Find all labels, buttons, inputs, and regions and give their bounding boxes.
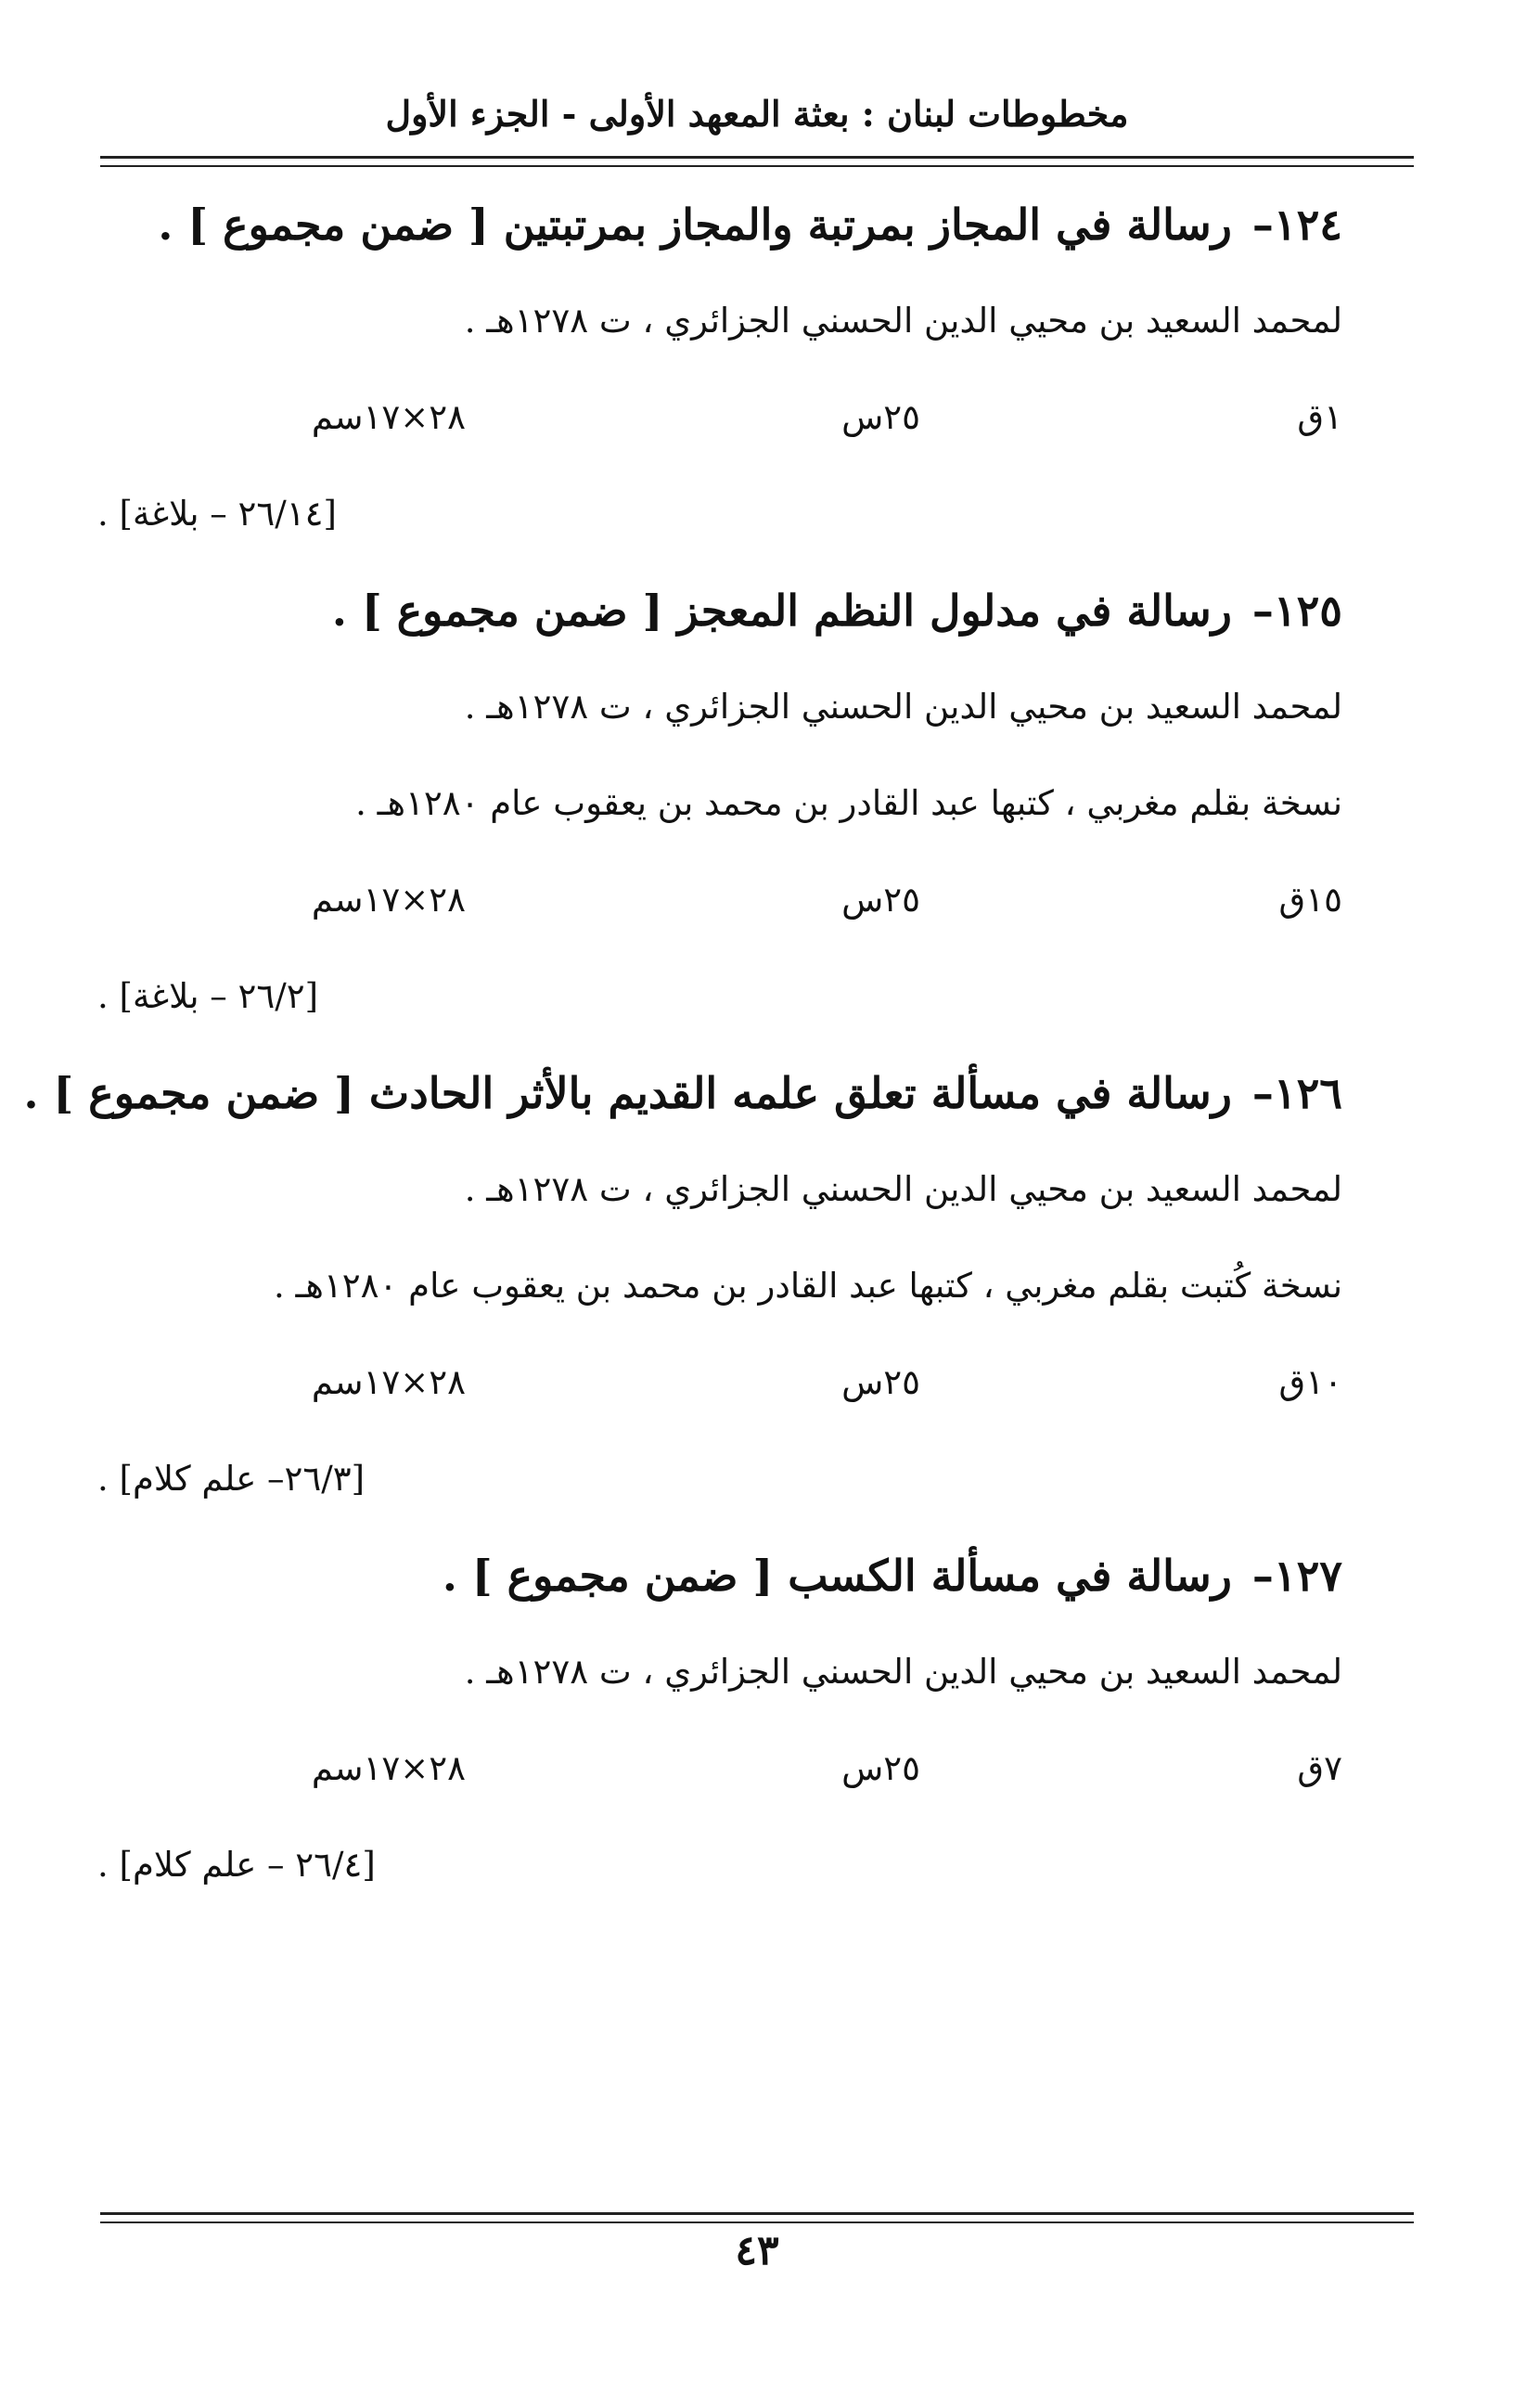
catalog-entry (97, 1527, 1342, 1913)
entry-number: ١٢٦– (1251, 1068, 1342, 1118)
catalog-entry (97, 176, 1342, 562)
entry-title-text: رسالة في مسألة تعلق علمه القديم بالأثر الحادث [ ضمن مجموع ] . (23, 1068, 1232, 1118)
line-count: ٢٥س (841, 1748, 920, 1788)
entry-title-text: رسالة في المجاز بمرتبة والمجاز بمرتبتين [ ضمن مجموع ] . (158, 200, 1232, 250)
line-count: ٢٥س (841, 397, 920, 437)
entry-number: ١٢٥– (1251, 586, 1342, 636)
entry-title (148, 562, 1342, 659)
page-size: ٢٨×١٧سم (311, 880, 466, 920)
page-size: ٢٨×١٧سم (311, 397, 466, 437)
shelfmark: [٢٦/١٤ – بلاغة] . (97, 494, 337, 534)
entry-title (148, 176, 1342, 273)
catalog-entry (23, 1045, 1342, 1527)
leaf-count: ١ق (1297, 397, 1342, 437)
page-size: ٢٨×١٧سم (311, 1748, 466, 1788)
page-number: ٤٣ (735, 2227, 779, 2274)
page-size: ٢٨×١٧سم (311, 1362, 466, 1402)
header-rule (100, 156, 1414, 167)
entry-measurements (148, 369, 1342, 466)
leaf-count: ٧ق (1297, 1748, 1342, 1788)
entry-title-text: رسالة في مسألة الكسب [ ضمن مجموع ] . (442, 1551, 1232, 1601)
entry-title (148, 1527, 1342, 1624)
running-header: مخطوطات لبنان : بعثة المعهد الأولى - الجزء الأول (385, 93, 1129, 135)
entry-copy-note: نسخة بقلم مغربي ، كتبها عبد القادر بن محمد بن يعقوب عام ١٢٨٠هـ . (355, 783, 1342, 823)
shelfmark: [٢٦/٤ – علم كلام] . (97, 1845, 376, 1885)
line-count: ٢٥س (841, 1362, 920, 1402)
entry-measurements (148, 1334, 1342, 1431)
entry-number: ١٢٧– (1251, 1551, 1342, 1601)
shelfmark: [٢٦/٣– علم كلام] . (97, 1459, 366, 1499)
entry-measurements (148, 852, 1342, 948)
entry-author: لمحمد السعيد بن محيي الدين الحسني الجزائري ، ت ١٢٧٨هـ . (464, 1652, 1342, 1692)
leaf-count: ١٠ق (1278, 1362, 1342, 1402)
footer-rule (100, 2212, 1414, 2223)
entry-measurements (148, 1720, 1342, 1817)
entry-author: لمحمد السعيد بن محيي الدين الحسني الجزائري ، ت ١٢٧٨هـ . (464, 1169, 1342, 1209)
line-count: ٢٥س (841, 880, 920, 920)
entry-number: ١٢٤– (1251, 200, 1342, 250)
catalog-entry (97, 562, 1342, 1045)
leaf-count: ١٥ق (1278, 880, 1342, 920)
entry-title-text: رسالة في مدلول النظم المعجز [ ضمن مجموع ] . (331, 586, 1232, 636)
shelfmark: [٢٦/٢ – بلاغة] . (97, 976, 319, 1016)
entry-author: لمحمد السعيد بن محيي الدين الحسني الجزائري ، ت ١٢٧٨هـ . (464, 687, 1342, 727)
entry-copy-note: نسخة كُتبت بقلم مغربي ، كتبها عبد القادر بن محمد بن يعقوب عام ١٢٨٠هـ . (274, 1266, 1342, 1306)
catalog-entries (23, 176, 1342, 1913)
entry-title (23, 1045, 1342, 1141)
entry-author: لمحمد السعيد بن محيي الدين الحسني الجزائري ، ت ١٢٧٨هـ . (464, 301, 1342, 341)
